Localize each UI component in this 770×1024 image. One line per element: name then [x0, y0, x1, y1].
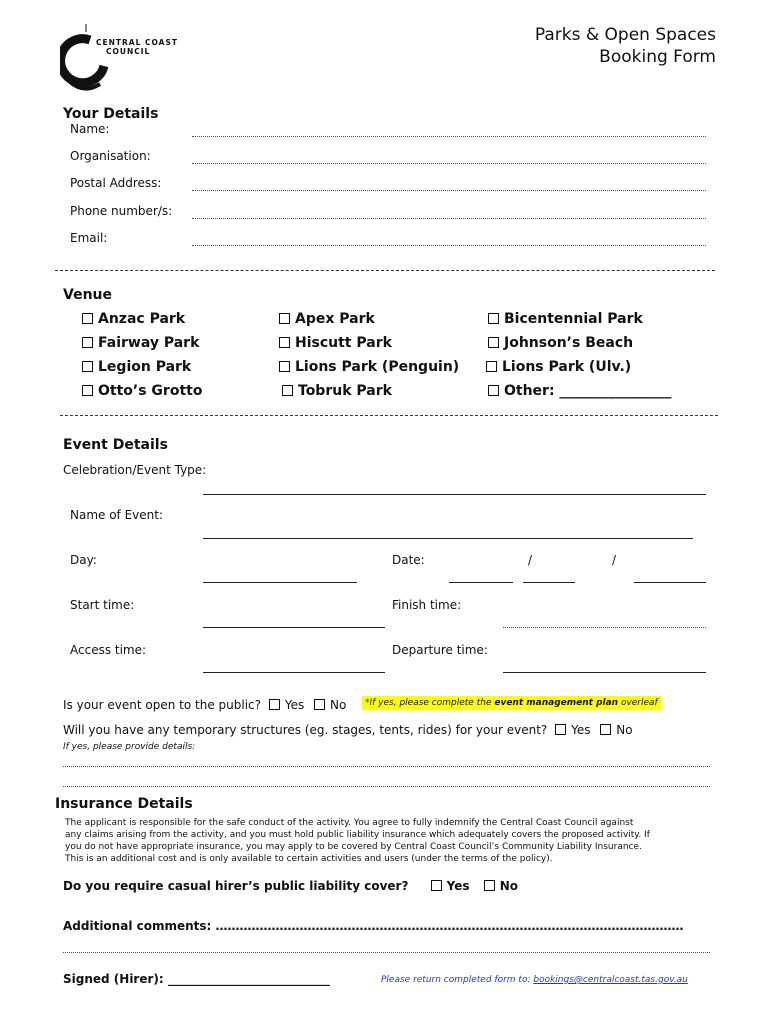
venue-label: Tobruk Park — [298, 383, 392, 399]
venue-label: Fairway Park — [98, 335, 200, 351]
cover-no-checkbox[interactable] — [484, 880, 495, 891]
checkbox-icon[interactable] — [488, 313, 499, 324]
date-separator: / — [612, 553, 617, 567]
insurance-line: any claims arising from the activity, and you must hold public liability insurance which adequately covers the proposed activity. If — [65, 830, 650, 840]
phone-label: Phone number/s: — [70, 204, 173, 218]
day-label: Day: — [70, 553, 97, 567]
logo-line-2: COUNCIL — [106, 47, 151, 56]
cover-question-text: Do you require casual hirer’s public liability cover? — [63, 879, 409, 893]
venue-heading: Venue — [63, 287, 112, 303]
title-line-1: Parks & Open Spaces — [534, 25, 716, 45]
divider — [55, 270, 715, 271]
venue-label: Hiscutt Park — [295, 335, 392, 351]
organisation-label: Organisation: — [70, 149, 151, 163]
additional-comments-field[interactable]: Additional comments: ……………………………………………………………………………………………………… — [63, 919, 684, 933]
venue-lions-park-penguin[interactable] — [279, 359, 459, 375]
event-name-field[interactable] — [203, 538, 693, 539]
structures-details-field-1[interactable] — [63, 766, 710, 767]
signed-field[interactable]: Signed (Hirer): ___________________________ — [63, 972, 330, 986]
checkbox-icon[interactable] — [279, 313, 290, 324]
date-day-field[interactable] — [449, 582, 513, 583]
start-time-label: Start time: — [70, 598, 135, 612]
title-line-2: Booking Form — [599, 47, 716, 67]
venue-ottos-grotto[interactable] — [82, 383, 202, 399]
checkbox-icon[interactable] — [82, 385, 93, 396]
checkbox-icon[interactable] — [82, 337, 93, 348]
public-no-checkbox[interactable] — [314, 699, 325, 710]
insurance-line: This is an additional cost and is only available to certain activities and users (under the terms of the policy). — [65, 854, 553, 864]
finish-time-label: Finish time: — [392, 598, 462, 612]
departure-time-field[interactable] — [503, 672, 706, 673]
start-time-field[interactable] — [203, 627, 385, 628]
insurance-line: you do not have appropriate insurance, you may apply to be covered by Central Coast Council’s Community Liability Insurance. — [65, 842, 642, 852]
venue-label: Lions Park (Ulv.) — [502, 359, 632, 375]
yes-label: Yes — [446, 879, 470, 893]
venue-hiscutt-park[interactable] — [279, 335, 392, 351]
form-title — [535, 24, 716, 68]
logo-line-1: CENTRAL COAST — [96, 38, 178, 47]
email-label: Email: — [70, 231, 108, 245]
venue-johnsons-beach[interactable] — [488, 335, 633, 351]
public-question — [63, 698, 346, 712]
return-instructions — [381, 975, 688, 985]
venue-other[interactable] — [488, 383, 671, 399]
public-question-text: Is your event open to the public? — [63, 698, 261, 712]
date-separator: / — [528, 553, 533, 567]
checkbox-icon[interactable] — [279, 337, 290, 348]
venue-fairway-park[interactable] — [82, 335, 199, 351]
public-yes-checkbox[interactable] — [269, 699, 280, 710]
insurance-paragraph — [65, 817, 725, 865]
access-time-label: Access time: — [70, 643, 147, 657]
structures-no-checkbox[interactable] — [600, 724, 611, 735]
your-details-heading: Your Details — [63, 106, 159, 122]
postal-field[interactable] — [192, 190, 706, 191]
structures-note: If yes, please provide details: — [63, 742, 196, 752]
note-bold-text: event management plan — [494, 698, 619, 708]
venue-lions-park-ulv[interactable] — [486, 359, 631, 375]
logo-text — [96, 38, 178, 56]
note-text: *If yes, please complete the — [365, 698, 495, 708]
venue-label: Anzac Park — [98, 311, 186, 327]
checkbox-icon[interactable] — [282, 385, 293, 396]
checkbox-icon[interactable] — [82, 361, 93, 372]
public-note — [362, 696, 661, 710]
venue-label: Legion Park — [98, 359, 192, 375]
venue-legion-park[interactable] — [82, 359, 191, 375]
council-logo — [60, 22, 180, 92]
day-field[interactable] — [203, 582, 357, 583]
structures-yes-checkbox[interactable] — [555, 724, 566, 735]
divider — [60, 415, 718, 416]
insurance-line: The applicant is responsible for the safe conduct of the activity. You agree to fully indemnify the Central Coast Council against — [65, 818, 634, 828]
checkbox-icon[interactable] — [279, 361, 290, 372]
no-label: No — [499, 879, 518, 893]
checkbox-icon[interactable] — [488, 337, 499, 348]
return-text: Please return completed form to: — [381, 975, 534, 985]
structures-question — [63, 723, 633, 737]
structures-details-field-2[interactable] — [63, 786, 710, 787]
venue-apex-park[interactable] — [279, 311, 375, 327]
access-time-field[interactable] — [203, 672, 385, 673]
departure-time-label: Departure time: — [392, 643, 488, 657]
finish-time-field[interactable] — [503, 627, 706, 628]
event-name-label: Name of Event: — [70, 508, 164, 522]
yes-label: Yes — [571, 723, 591, 737]
cover-yes-checkbox[interactable] — [431, 880, 442, 891]
checkbox-icon[interactable] — [486, 361, 497, 372]
event-type-field[interactable] — [203, 494, 706, 495]
date-month-field[interactable] — [523, 582, 575, 583]
venue-label: Johnson’s Beach — [504, 335, 634, 351]
venue-tobruk-park[interactable] — [282, 383, 392, 399]
no-label: No — [330, 698, 347, 712]
name-field[interactable] — [192, 136, 706, 137]
structures-question-text: Will you have any temporary structures (eg. stages, tents, rides) for your event? — [63, 723, 548, 737]
phone-field[interactable] — [192, 218, 706, 219]
venue-bicentennial-park[interactable] — [488, 311, 643, 327]
venue-label: Otto’s Grotto — [98, 383, 203, 399]
note-text: overleaf — [618, 698, 658, 708]
date-label: Date: — [392, 553, 425, 567]
checkbox-icon[interactable] — [488, 385, 499, 396]
event-details-heading: Event Details — [63, 437, 168, 453]
venue-label: Other: ________________ — [504, 383, 672, 399]
cover-question — [63, 879, 518, 893]
no-label: No — [616, 723, 633, 737]
return-email-link[interactable]: bookings@centralcoast.tas.gov.au — [533, 975, 688, 985]
insurance-heading: Insurance Details — [55, 796, 193, 812]
postal-label: Postal Address: — [70, 176, 162, 190]
organisation-field[interactable] — [192, 163, 706, 164]
venue-label: Lions Park (Penguin) — [295, 359, 460, 375]
venue-label: Bicentennial Park — [504, 311, 643, 327]
checkbox-icon[interactable] — [82, 313, 93, 324]
date-year-field[interactable] — [634, 582, 706, 583]
yes-label: Yes — [284, 698, 305, 712]
additional-comments-line[interactable] — [63, 952, 710, 953]
venue-anzac-park[interactable] — [82, 311, 185, 327]
email-field[interactable] — [192, 245, 706, 246]
venue-label: Apex Park — [295, 311, 375, 327]
event-type-label: Celebration/Event Type: — [63, 463, 207, 477]
name-label: Name: — [70, 122, 110, 136]
